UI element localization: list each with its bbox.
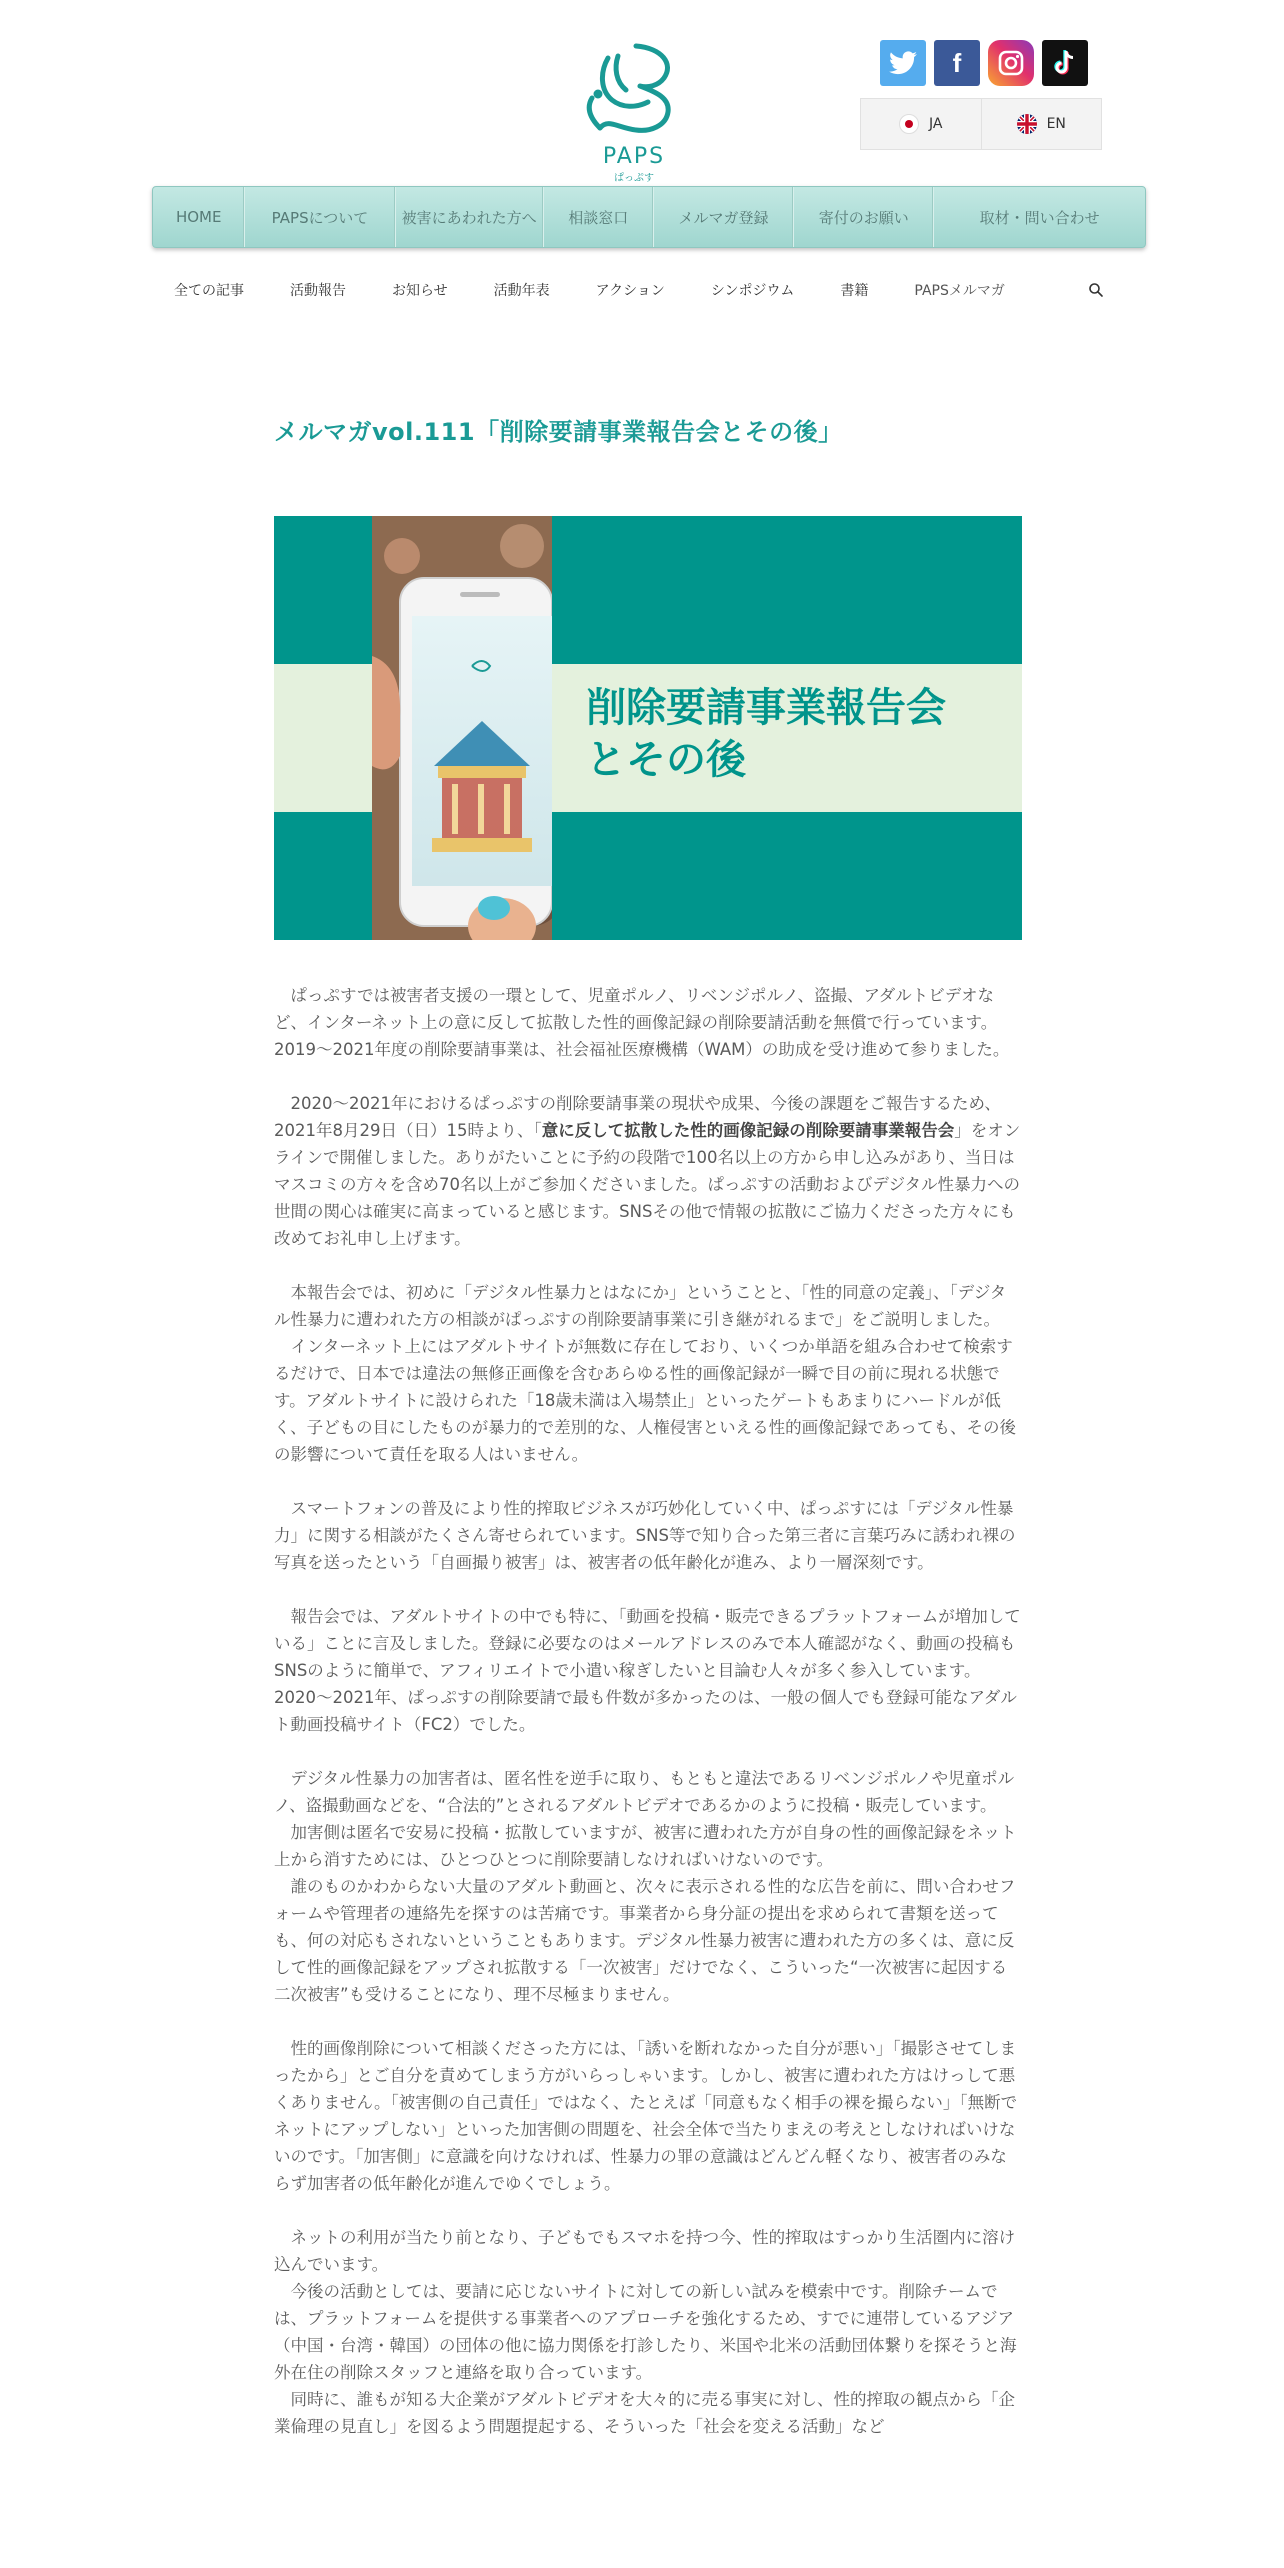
paragraph: 加害側は匿名で安易に投稿・拡散していますが、被害に遭われた方が自身の性的画像記録をネット上から消すためには、ひとつひとつに削除要請しなければいけないのです。	[274, 1823, 1017, 1869]
paragraph: 同時に、誰もが知る大企業がアダルトビデオを大々的に売る事実に対し、性的搾取の観点から「企業倫理の見直し」を図るよう問題提起する、そういった「社会を変える活動」など	[274, 2390, 1016, 2436]
nav-for-victims[interactable]: 被害にあわれた方へ	[395, 187, 543, 247]
hero-heading	[586, 682, 1006, 786]
category-symposium[interactable]: シンポジウム	[710, 283, 795, 299]
paragraph: 本報告会では、初めに「デジタル性暴力とはなにか」ということと、「性的同意の定義」、「デジタル性暴力に遭われた方の相談がぱっぷすの削除要請事業に引き継がれるまで」をご説明しました。	[274, 1283, 1007, 1329]
nav-consultation[interactable]: 相談窓口	[543, 187, 653, 247]
category-navigation	[150, 270, 1110, 310]
tiktok-icon[interactable]	[1042, 40, 1088, 86]
paps-logo[interactable]	[578, 38, 690, 184]
uk-flag-icon	[1017, 114, 1037, 134]
hero-heading-line-2: とその後	[586, 737, 746, 783]
social-links	[880, 40, 1088, 86]
nav-newsletter-signup[interactable]: メルマガ登録	[653, 187, 793, 247]
nav-about[interactable]: PAPSについて	[244, 187, 394, 247]
nav-donate[interactable]: 寄付のお願い	[793, 187, 933, 247]
main-navigation	[152, 186, 1146, 248]
lang-label: JA	[929, 116, 943, 132]
lang-option-en[interactable]	[981, 99, 1102, 149]
paragraph: ネットの利用が当たり前となり、子どもでもスマホを持つ今、性的搾取はすっかり生活圏内に溶け込んでいます。	[274, 2228, 1016, 2274]
lang-option-ja[interactable]	[861, 99, 981, 149]
article-hero-image	[274, 516, 1022, 940]
article-title: メルマガvol.111「削除要請事業報告会とその後」	[274, 418, 843, 446]
twitter-icon[interactable]	[880, 40, 926, 86]
category-books[interactable]: 書籍	[840, 283, 869, 299]
hero-phone-photo	[372, 516, 552, 940]
category-timeline[interactable]: 活動年表	[493, 283, 550, 299]
language-switcher	[860, 98, 1102, 150]
nav-press-contact[interactable]: 取材・問い合わせ	[933, 187, 1145, 247]
paragraph: スマートフォンの普及により性的搾取ビジネスが巧妙化していく中、ぱっぷすには「デジタル性暴力」に関する相談がたくさん寄せられています。SNS等で知り合った第三者に言葉巧みに誘われ裸の写真を送ったという「自画撮り被害」は、被害者の低年齢化が進み、より一層深刻です。	[274, 1499, 1016, 1572]
instagram-icon[interactable]	[988, 40, 1034, 86]
lang-label: EN	[1046, 116, 1066, 132]
brand-name: PAPS	[602, 144, 666, 169]
hero-heading-line-1: 削除要請事業報告会	[586, 685, 946, 731]
category-action[interactable]: アクション	[595, 283, 665, 299]
search-icon[interactable]	[1088, 282, 1104, 298]
paragraph: デジタル性暴力の加害者は、匿名性を逆手に取り、もともと違法であるリベンジポルノや児童ポルノ、盗撮動画などを、“合法的”とされるアダルトビデオであるかのように投稿・販売しています。	[274, 1769, 1015, 1815]
paragraph: 報告会では、アダルトサイトの中でも特に、「動画を投稿・販売できるプラットフォームが増加している」ことに言及しました。登録に必要なのはメールアドレスのみで本人確認がなく、動画の投稿もSNSのように簡単で、アフィリエイトで小遣い稼ぎしたいと目論む人々が多く参入しています。2020～2021年、ぱっぷすの削除要請で最も件数が多かったのは、一般の個人でも登録可能なアダルト動画投稿サイト（FC2）でした。	[274, 1607, 1021, 1734]
article-body	[274, 982, 1022, 2440]
paragraph: 今後の活動としては、要請に応じないサイトに対しての新しい試みを模索中です。削除チームでは、プラットフォームを提供する事業者へのアプローチを強化するため、すでに連帯しているアジア（中国・台湾・韓国）の団体の他に協力関係を打診したり、米国や北米の活動団体繋りを探そうと海外在住の削除スタッフと連絡を取り合っています。	[274, 2282, 1017, 2382]
category-activity-reports[interactable]: 活動報告	[290, 283, 346, 299]
paragraph: 2020～2021年におけるぱっぷすの削除要請事業の現状や成果、今後の課題をご報告するため、2021年8月29日（日）15時より、「意に反して拡散した性的画像記録の削除要請事業報告会」をオンラインで開催しました。ありがたいことに予約の段階で100名以上の方から申し込みがあり、当日はマスコミの方々を含め70名以上がご参加くださいました。ぱっぷすの活動およびデジタル性暴力への世間の関心は確実に高まっていると感じます。SNSその他で情報の拡散にご協力くださった方々にも改めてお礼申し上げます。	[274, 1094, 1021, 1248]
category-paps-newsletter[interactable]: PAPSメルマガ	[914, 283, 1005, 299]
brand-kana: ぱっぷす	[614, 173, 654, 184]
paragraph: インターネット上にはアダルトサイトが無数に存在しており、いくつか単語を組み合わせて検索するだけで、日本では違法の無修正画像を含むあらゆる性的画像記録が一瞬で目の前に現れる状態です。アダルトサイトに設けられた「18歳未満は入場禁止」といったゲートもあまりにハードルが低く、子どもの目にしたものが暴力的で差別的な、人権侵害といえる性的画像記録であっても、その後の影響について責任を取る人はいません。	[274, 1337, 1017, 1464]
nav-home[interactable]: HOME	[175, 208, 222, 226]
category-news[interactable]: お知らせ	[392, 283, 448, 299]
japan-flag-icon	[899, 114, 919, 134]
paragraph: 誰のものかわからない大量のアダルト動画と、次々に表示される性的な広告を前に、問い合わせフォームや管理者の連絡先を探すのは苦痛です。事業者から身分証の提出を求められて書類を送っても、何の対応もされないということもあります。デジタル性暴力被害に遭われた方の多くは、意に反して性的画像記録をアップされ拡散する「一次被害」だけでなく、こういった“一次被害に起因する二次被害”も受けることになり、理不尽極まりません。	[274, 1877, 1016, 2004]
category-all-posts[interactable]: 全ての記事	[174, 283, 244, 299]
dove-logo-icon	[578, 38, 690, 148]
paragraph: ぱっぷすでは被害者支援の一環として、児童ポルノ、リベンジポルノ、盗撮、アダルトビデオなど、インターネット上の意に反して拡散した性的画像記録の削除要請活動を無償で行っています。2019～2021年度の削除要請事業は、社会福祉医療機構（WAM）の助成を受け進めて参りました。	[274, 986, 1010, 1059]
paragraph: 性的画像削除について相談くださった方には、「誘いを断れなかった自分が悪い」「撮影させてしまったから」とご自分を責めてしまう方がいらっしゃいます。しかし、被害に遭われた方はけっして悪くありません。「被害側の自己責任」ではなく、たとえば「同意もなく相手の裸を撮らない」「無断でネットにアップしない」といった加害側の問題を、社会全体で当たりまえの考えとしなければいけないのです。「加害側」に意識を向けなければ、性暴力の罪の意識はどんどん軽くなり、被害者のみならず加害者の低年齢化が進んでゆくでしょう。	[274, 2039, 1018, 2193]
event-name: 意に反して拡散した性的画像記録の削除要請事業報告会	[541, 1121, 955, 1140]
facebook-icon[interactable]: f	[934, 40, 980, 86]
